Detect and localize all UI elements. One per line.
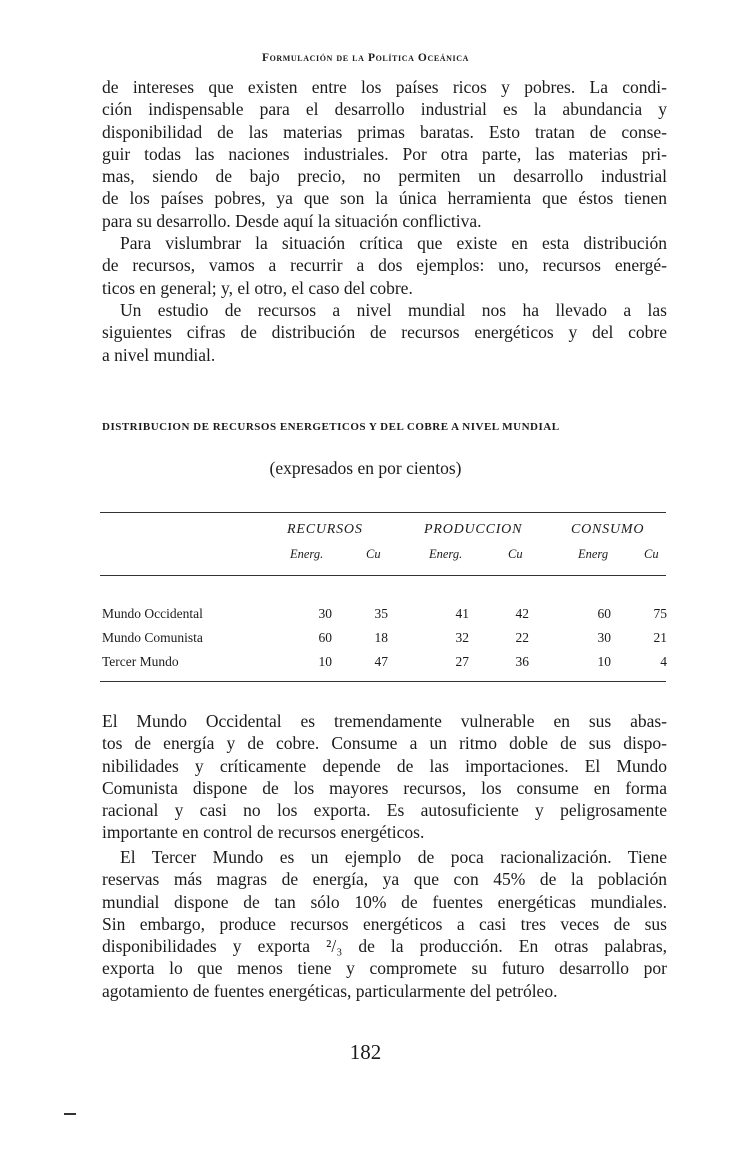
table-title: DISTRIBUCION DE RECURSOS ENERGETICOS Y DEL COBRE A NIVEL MUNDIAL [102,421,560,433]
text-line: racional y casi no los exporta. Es autosuficiente y peligrosamente [102,800,667,821]
group-header-consumo: CONSUMO [571,522,645,537]
subheader-cu: Cu [366,547,381,561]
table-cell: 42 [515,606,529,621]
paragraph [102,76,667,232]
text-line: de los países pobres, ya que son la única herramienta que éstos tienen [102,188,667,209]
text-line: guir todas las naciones industriales. Por otra parte, las materias pri- [102,143,667,164]
table-cell: 30 [597,630,611,645]
text-line: de recursos, vamos a recurrir a dos ejemplos: uno, recursos energé- [102,255,667,276]
text-line: Sin embargo, produce recursos energéticos a casi tres veces de sus [102,913,667,934]
text-line: El Tercer Mundo es un ejemplo de poca racionalización. Tiene [120,847,667,867]
table-cell: 18 [374,630,388,645]
text-line: importante en control de recursos energéticos. [102,822,425,843]
table-cell: 32 [455,630,469,645]
text-line: exporta lo que menos tiene y compromete su futuro desarrollo por [102,958,667,979]
text-line: Un estudio de recursos a nivel mundial nos ha llevado a las [120,300,667,320]
text-line: de intereses que existen entre los países ricos y pobres. La condi- [102,77,667,97]
text-line: El Mundo Occidental es tremendamente vulnerable en sus abas- [102,711,667,731]
table-subtitle: (expresados en por cientos) [269,458,462,478]
page-number: 182 [349,1040,382,1064]
group-header-produccion: PRODUCCION [424,522,523,537]
paragraph [102,232,667,299]
text-line: disponibilidades y exporta ²/₃ de la producción. En otras palabras, [102,936,667,957]
text-line: ción indispensable para el desarrollo industrial es la abundancia y [102,99,667,120]
text-line: ticos en general; y, el otro, el caso del cobre. [102,277,413,298]
table-cell: 22 [515,630,529,645]
table-cell: 4 [660,654,667,669]
subheader-cu: Cu [508,547,523,561]
text-line: tos de energía y de cobre. Consume a un ritmo doble de sus dispo- [102,733,667,754]
table-cell: 47 [374,654,388,669]
table-cell: 41 [455,606,469,621]
text-line: agotamiento de fuentes energéticas, particularmente del petróleo. [102,980,558,1001]
text-line: mas, siendo de bajo precio, no permiten un desarrollo industrial [102,166,667,187]
table-cell: 10 [318,654,332,669]
running-head: Formulación de la Política Oceánica [261,52,470,64]
text-line: siguientes cifras de distribución de recursos energéticos y del cobre [102,322,667,343]
text-line: disponibilidad de las materias primas baratas. Esto tratan de conse- [102,121,667,142]
table-cell: 60 [318,630,332,645]
row-label: Mundo Comunista [102,630,203,645]
paragraph [102,710,667,844]
subheader-energ: Energ. [290,547,324,561]
paragraph [102,846,667,1002]
table-cell: 75 [653,606,667,621]
text-line: reservas más magras de energía, ya que con 45% de la población [102,869,667,890]
table-cell: 30 [318,606,332,621]
subheader-energ: Energ [578,547,609,561]
subheader-cu: Cu [644,547,659,561]
table-cell: 21 [653,630,667,645]
table-rule-top [100,512,666,513]
text-line: mundial dispone de tan sólo 10% de fuentes energéticas mundiales. [102,891,667,912]
table-cell: 60 [597,606,611,621]
table-rule-bottom [100,681,666,682]
row-label: Tercer Mundo [102,654,179,669]
text-line: Para vislumbrar la situación crítica que existe en esta distribución [120,233,667,253]
table-cell: 27 [455,654,469,669]
subheader-energ: Energ. [429,547,463,561]
table-rule-mid [100,575,666,576]
table-cell: 10 [597,654,611,669]
table-cell: 36 [515,654,529,669]
scan-mark [64,1113,76,1115]
text-line: para su desarrollo. Desde aquí la situación conflictiva. [102,210,482,231]
row-label: Mundo Occidental [102,606,203,621]
text-line: Comunista dispone de los mayores recursos, los consume en forma [102,777,667,798]
group-header-recursos: RECURSOS [287,522,363,537]
table-cell: 35 [374,606,388,621]
text-line: nibilidades y críticamente depende de las importaciones. El Mundo [102,755,667,776]
text-line: a nivel mundial. [102,344,216,365]
paragraph [102,299,667,366]
